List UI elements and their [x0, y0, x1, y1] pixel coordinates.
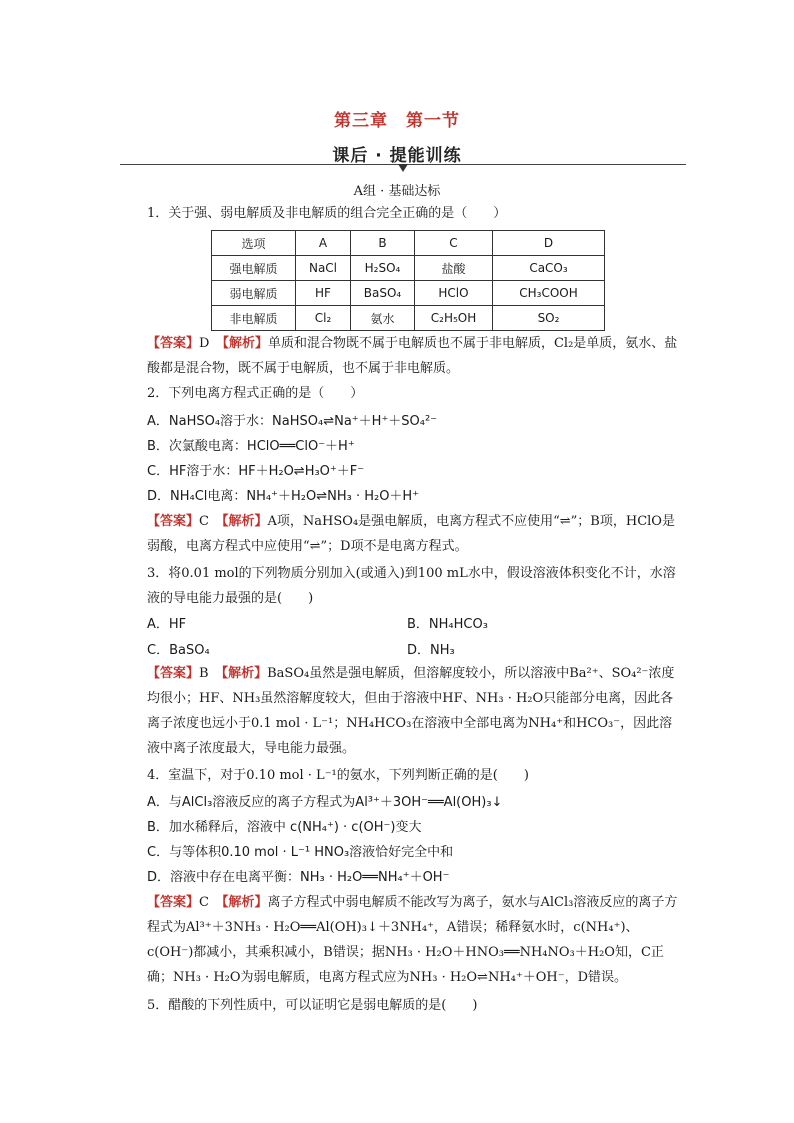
table-row: [212, 306, 605, 331]
q1-options-table: [211, 230, 605, 331]
q4-option-d: D．溶液中存在电离平衡：NH₃ · H₂O══NH₄⁺＋OH⁻: [147, 870, 450, 885]
triangle-marker-icon: [398, 164, 408, 172]
q3-option-c: C．BaSO₄: [147, 643, 210, 658]
table-cell: SO₂: [493, 306, 605, 331]
answer-value: D: [199, 336, 210, 351]
table-cell: B: [351, 231, 415, 256]
table-cell: 选项: [212, 231, 296, 256]
q4-option-a: A．与AlCl₃溶液反应的离子方程式为Al³⁺＋3OH⁻══Al(OH)₃↓: [147, 795, 503, 810]
table-header-row: [212, 231, 605, 256]
table-cell: 氨水: [351, 306, 415, 331]
section-subtitle: 课后 · 提能训练: [332, 146, 462, 166]
q1-stem: 1．关于强、弱电解质及非电解质的组合完全正确的是（ ）: [147, 206, 507, 221]
table-cell: CaCO₃: [493, 256, 605, 281]
table-row: [212, 256, 605, 281]
q4-option-c: C．与等体积0.10 mol · L⁻¹ HNO₃溶液恰好完全中和: [147, 845, 454, 860]
table-cell: 盐酸: [415, 256, 493, 281]
answer-tag: 【答案】: [147, 336, 200, 351]
table-cell: CH₃COOH: [493, 281, 605, 306]
table-row: [212, 281, 605, 306]
table-cell: C: [415, 231, 493, 256]
table-cell: Cl₂: [296, 306, 351, 331]
table-cell: HClO: [415, 281, 493, 306]
q2-answer-block: [147, 509, 683, 559]
q2-stem: 2．下列电离方程式正确的是（ ）: [147, 386, 364, 401]
table-cell: H₂SO₄: [351, 256, 415, 281]
analysis-tag: 【解析】: [221, 514, 268, 529]
table-cell: D: [493, 231, 605, 256]
answer-value: C: [199, 895, 209, 910]
table-cell: 弱电解质: [212, 281, 296, 306]
analysis-text: 离子方程式中弱电解质不能改写为离子，氨水与AlCl₃溶液反应的离子方程式为Al³⁺＋3NH₃ · H₂O══Al(OH)₃↓＋3NH₄⁺，A错误；稀释氨水时，c(NH₄⁺)、c(OH⁻)都减小，其乘积减小，B错误；据NH₃ · H₂O＋HNO₃══NH₄NO₃＋H₂O知，C正确；NH₃ · H₂O为弱电解质，电离方程式应为NH₃ · H₂O⇌NH₄⁺＋OH⁻，D错误。: [147, 895, 678, 985]
chapter-title: 第三章 第一节: [334, 111, 460, 131]
table-cell: A: [296, 231, 351, 256]
table-cell: NaCl: [296, 256, 351, 281]
answer-value: B: [199, 666, 209, 681]
table-cell: HF: [296, 281, 351, 306]
table-cell: 强电解质: [212, 256, 296, 281]
q2-option-d: D．NH₄Cl电离：NH₄⁺＋H₂O⇌NH₃ · H₂O＋H⁺: [147, 489, 420, 504]
q1-answer-block: [147, 331, 683, 381]
q4-answer-block: [147, 890, 683, 990]
analysis-text: 单质和混合物既不属于电解质也不属于非电解质，Cl₂是单质，氨水、盐酸都是混合物，既不属于电解质，也不属于非电解质。: [147, 336, 678, 376]
q3-option-d: D．NH₃: [407, 643, 455, 658]
table-cell: 非电解质: [212, 306, 296, 331]
table-cell: BaSO₄: [351, 281, 415, 306]
group-heading: A组 · 基础达标: [353, 184, 441, 199]
answer-tag: 【答案】: [147, 666, 200, 681]
answer-tag: 【答案】: [147, 514, 200, 529]
analysis-text: A项，NaHSO₄是强电解质，电离方程式不应使用“⇌”；B项，HClO是弱酸，电离方程式中应使用“⇌”；D项不是电离方程式。: [147, 514, 675, 554]
q3-option-a: A．HF: [147, 617, 187, 632]
analysis-tag: 【解析】: [222, 336, 268, 351]
q2-option-b: B．次氯酸电离：HClO══ClO⁻＋H⁺: [147, 439, 355, 454]
answer-value: C: [199, 514, 209, 529]
q2-option-c: C．HF溶于水：HF＋H₂O⇌H₃O⁺＋F⁻: [147, 464, 365, 479]
q3-stem: 3．将0.01 mol的下列物质分别加入(或通入)到100 mL水中，假设溶液体积变化不计，水溶液的导电能力最强的是( ): [147, 566, 676, 606]
analysis-tag: 【解析】: [221, 666, 268, 681]
q4-stem: 4．室温下，对于0.10 mol · L⁻¹的氨水，下列判断正确的是( ): [147, 768, 529, 783]
analysis-tag: 【解析】: [221, 895, 268, 910]
q2-option-a: A．NaHSO₄溶于水：NaHSO₄⇌Na⁺＋H⁺＋SO₄²⁻: [147, 414, 438, 429]
q3-option-b: B．NH₄HCO₃: [407, 617, 488, 632]
q5-stem: 5．醋酸的下列性质中，可以证明它是弱电解质的是( ): [147, 998, 478, 1013]
analysis-text: BaSO₄虽然是强电解质，但溶解度较小，所以溶液中Ba²⁺、SO₄²⁻浓度均很小；HF、NH₃虽然溶解度较大，但由于溶液中HF、NH₃ · H₂O只能部分电离，因此各离子浓度也远小于0.1 mol · L⁻¹；NH₄HCO₃在溶液中全部电离为NH₄⁺和HCO₃⁻，因此溶液中离子浓度最大，导电能力最强。: [147, 666, 675, 756]
q4-option-b: B．加水稀释后，溶液中 c(NH₄⁺) · c(OH⁻)变大: [147, 820, 422, 835]
table-cell: C₂H₅OH: [415, 306, 493, 331]
answer-tag: 【答案】: [147, 895, 200, 910]
q3-answer-block: [147, 661, 683, 761]
